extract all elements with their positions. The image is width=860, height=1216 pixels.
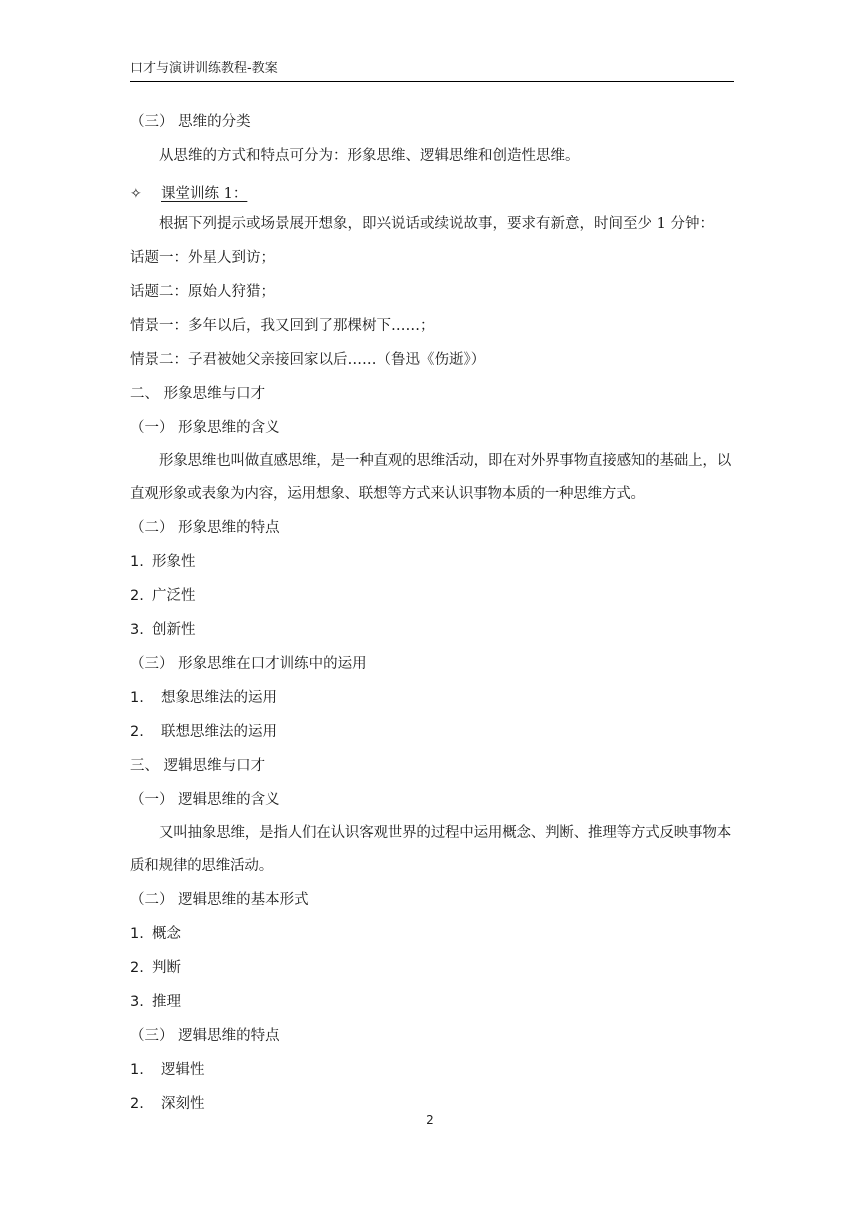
list-number: 3. — [130, 622, 144, 638]
section-heading: （三） 逻辑思维的特点 — [130, 1028, 280, 1044]
list-number: 2. — [130, 1096, 144, 1112]
section-heading: （三） 思维的分类 — [130, 114, 251, 130]
list-text: 创新性 — [152, 622, 196, 638]
list-number: 1. — [130, 690, 144, 706]
list-item — [130, 921, 734, 955]
list-text: 逻辑性 — [161, 1062, 205, 1078]
header-title: 口才与演讲训练教程-教案 — [130, 61, 278, 76]
list-item — [130, 989, 734, 1023]
list-item — [130, 583, 734, 617]
page-header — [130, 60, 734, 82]
list-text: 概念 — [152, 926, 181, 942]
list-item — [130, 617, 734, 651]
list-item — [130, 955, 734, 989]
list-text: 广泛性 — [152, 588, 196, 604]
paragraph: 根据下列提示或场景展开想象，即兴说话或续说故事，要求有新意，时间至少 1 分钟： — [159, 216, 714, 232]
list-item — [130, 719, 734, 753]
list-number: 2. — [130, 724, 144, 740]
list-number: 1. — [130, 1062, 144, 1078]
list-text: 推理 — [152, 994, 181, 1010]
topic-item: 话题二：原始人狩猎； — [130, 284, 275, 300]
list-text: 想象思维法的运用 — [161, 690, 277, 706]
paragraph: 从思维的方式和特点可分为：形象思维、逻辑思维和创造性思维。 — [159, 148, 580, 164]
section-heading: （一） 逻辑思维的含义 — [130, 792, 280, 808]
chapter-heading: 二、 形象思维与口才 — [130, 386, 266, 402]
list-item — [130, 685, 734, 719]
exercise-title: 课堂训练 1： — [161, 186, 248, 202]
diamond-bullet-icon: ✧ — [130, 186, 142, 202]
list-number: 1. — [130, 926, 144, 942]
list-item — [130, 1057, 734, 1091]
list-number: 2. — [130, 588, 144, 604]
bullet-item — [130, 177, 734, 211]
chapter-heading: 三、 逻辑思维与口才 — [130, 758, 266, 774]
list-text: 判断 — [152, 960, 181, 976]
paragraph: 形象思维也叫做直感思维，是一种直观的思维活动，即在对外界事物直接感知的基础上，以直观形象或表象为内容，运用想象、联想等方式来认识事物本质的一种思维方式。 — [130, 453, 731, 502]
list-number: 2. — [130, 960, 144, 976]
list-item — [130, 549, 734, 583]
page-number: 2 — [426, 1113, 434, 1127]
list-text: 深刻性 — [161, 1096, 205, 1112]
section-heading: （二） 形象思维的特点 — [130, 520, 280, 536]
section-heading: （三） 形象思维在口才训练中的运用 — [130, 656, 367, 672]
list-text: 形象性 — [152, 554, 196, 570]
document-body — [130, 109, 734, 1125]
section-heading: （一） 形象思维的含义 — [130, 420, 280, 436]
section-heading: （二） 逻辑思维的基本形式 — [130, 892, 309, 908]
list-number: 1. — [130, 554, 144, 570]
list-text: 联想思维法的运用 — [161, 724, 277, 740]
list-number: 3. — [130, 994, 144, 1010]
paragraph: 又叫抽象思维，是指人们在认识客观世界的过程中运用概念、判断、推理等方式反映事物本质和规律的思维活动。 — [130, 825, 731, 874]
scene-item: 情景一：多年以后，我又回到了那棵树下……； — [130, 318, 435, 334]
scene-item: 情景二：子君被她父亲接回家以后……（鲁迅《伤逝》） — [130, 352, 486, 368]
topic-item: 话题一：外星人到访； — [130, 250, 275, 266]
